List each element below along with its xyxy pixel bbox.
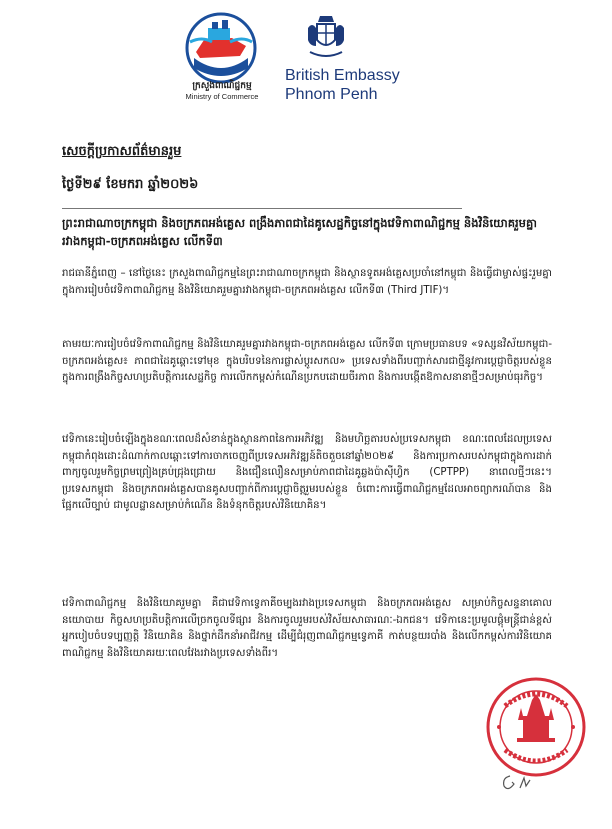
divider bbox=[62, 208, 462, 209]
embassy-location: Phnom Penh bbox=[285, 86, 378, 103]
handwritten-initials bbox=[500, 770, 540, 794]
ministry-name-khmer: ក្រសួងពាណិជ្ជកម្ម bbox=[192, 81, 252, 91]
paragraph: វេទិកាពាណិជ្ជកម្ម និងវិនិយោគរួមគ្នា គឺជាវេទិកាទ្វេភាគីចម្បងរវាងប្រទេសកម្ពុជា និងចក្រភពអង់គ្លេស សម្រាប់កិច្ចសន្ទនាគោលនយោបាយ កិច្ចសហប្រតិបត្តិការលើច្រកចូលទីផ្សារ និងការចូលរួមរបស់វិស័យសាធារណៈ-ឯកជន។ វេទិកានេះប្រមូលផ្តុំមន្ត្រីជាន់ខ្ពស់ អ្នកបៀបចំបទប្បញ្ញត្តិ វិនិយោគិន និងថ្នាក់ដឹកនាំអាជីវកម្ម ដើម្បីជំរុញពាណិជ្ជកម្មទ្វេភាគី កាត់បន្ថយរបាំង និងលើកកម្ពស់ការវិនិយោគពាណិជ្ជកម្ម និងវិនិយោគរយៈពេលវែងរវាងប្រទេសទាំងពីរ។ bbox=[62, 598, 552, 659]
document-date: ថ្ងៃទី២៩ ខែមករា ឆ្នាំ២០២៦ bbox=[62, 177, 199, 192]
embassy-name: British Embassy bbox=[285, 67, 400, 84]
document-type: សេចក្តីប្រកាសព័ត៌មានរួម bbox=[62, 144, 182, 159]
headline: ព្រះរាជាណាចក្រកម្ពុជា និងចក្រភពអង់គ្លេស ពង្រឹងភាពជាដៃគូសេដ្ឋកិច្ចនៅក្នុងវេទិកាពាណិជ្ជកម្ម និងវិនិយោគរួមគ្នារវាងកម្ពុជា-ចក្រភពអង់គ្លេស លើកទី៣ bbox=[62, 216, 537, 248]
paragraph: តាមរយៈការរៀបចំវេទិកាពាណិជ្ជកម្ម និងវិនិយោគរួមគ្នារវាងកម្ពុជា-ចក្រភពអង់គ្លេស លើកទី៣ ក្រោមប្រធានបទ «ទស្សនវិស័យកម្ពុជា-ចក្រភពអង់គ្លេស៖ ភាពជាដៃគូឆ្ពោះទៅមុខ ក្នុងបរិបទនៃការផ្លាស់ប្តូរសកល» ប្រទេសទាំងពីរបញ្ជាក់សារជាថ្មីនូវការប្តេជ្ញាចិត្តរបស់ខ្លួនក្នុងការពង្រឹងកិច្ចសហប្រតិបត្តិការសេដ្ឋកិច្ច ការលើកកម្ពស់កំណើនប្រកបដោយចីរភាព និងការបង្កើតឱកាសនានាថ្មីៗសម្រាប់ធុរកិច្ច។ bbox=[62, 339, 552, 384]
letterhead bbox=[0, 0, 612, 110]
royal-coat-of-arms-icon bbox=[304, 12, 348, 62]
ministry-of-commerce-logo bbox=[182, 12, 260, 88]
paragraph: រាជធានីភ្នំពេញ – នៅថ្ងៃនេះ ក្រសួងពាណិជ្ជកម្មនៃព្រះរាជាណាចក្រកម្ពុជា និងស្ថានទូតអង់គ្លេសប្រចាំនៅកម្ពុជា និងធ្វើជាម្ចាស់ផ្ទះរួមគ្នាក្នុងការរៀបចំវេទិកាពាណិជ្ជកម្ម និងវិនិយោគរួមគ្នារវាងកម្ពុជា-ចក្រភពអង់គ្លេស លើកទី៣ (Third JTIF)។ bbox=[62, 268, 552, 296]
official-seal-stamp bbox=[485, 676, 587, 778]
ministry-name-english: Ministry of Commerce bbox=[185, 92, 259, 101]
paragraph: វេទិកានេះរៀបចំឡើងក្នុងខណៈពេលដ៏សំខាន់ក្នុងស្ថានភាពនៃការអភិវឌ្ឍ និងមហិច្ឆតារបស់ប្រទេសកម្ពុជា ខណៈពេលដែលប្រទេសកម្ពុជាកំពុងដោះដំណាក់កាលឆ្ពោះទៅការចាកចេញពីប្រទេសអភិវឌ្ឍន៍តិចតួចនៅឆ្នាំ២០២៩ និងការប្រកាសរបស់កម្ពុជាក្នុងការដាក់ពាក្យចូលរួមកិច្ចព្រមព្រៀងគ្រប់ជ្រុងជ្រោយ និងជឿនលឿនសម្រាប់ភាពជាដៃគូឆ្លងប៉ាស៊ីហ្វិក (CPTPP) នាពេលថ្មីៗនេះ។ ប្រទេសកម្ពុជា និងចក្រភពអង់គ្លេសបានគូសបញ្ជាក់ពីការប្តេជ្ញាចិត្តរួមរបស់ខ្លួន ចំពោះការធ្វើពាណិជ្ជកម្មដែលអាចព្យាករណ៍បាន និងផ្អែកលើច្បាប់ ជាមូលដ្ឋានសម្រាប់កំណើន និងទំនុកចិត្តរបស់វិនិយោគិន។ bbox=[62, 434, 552, 512]
